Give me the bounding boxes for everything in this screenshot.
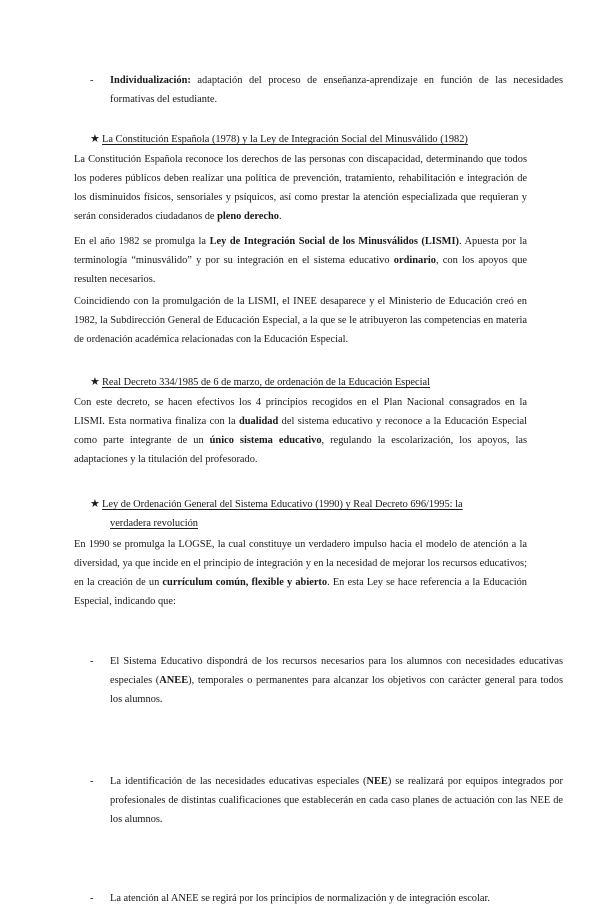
list-dash: - bbox=[90, 776, 94, 787]
list-dash: - bbox=[90, 893, 94, 904]
list-item-text: La atención al ANEE se regirá por los principios de normalización y de integración escolar. bbox=[110, 893, 490, 904]
section2-paragraph bbox=[74, 393, 527, 469]
section1-paragraph-1 bbox=[74, 150, 527, 226]
section3-text: En 1990 se promulga la LOGSE, la cual constituye un verdadero impulso hacia el modelo de atención a la diversidad, ya que incide en el principio de integración y en la necesidad de mejorar los recursos educativos; en la creación de un bbox=[74, 539, 527, 588]
list-item-text: La identificación de las necesidades educativas especiales ( bbox=[110, 776, 367, 787]
list-item-text: El Sistema Educativo dispondrá de los recursos necesarios para los alumnos con necesidades educativas especiales ( bbox=[110, 656, 563, 686]
section1-paragraph-3 bbox=[74, 292, 527, 349]
section1-paragraph-2 bbox=[74, 232, 527, 289]
intro-list-item bbox=[74, 71, 563, 109]
pleno-derecho-bold: pleno derecho bbox=[217, 211, 279, 222]
intro-term: Individualización: bbox=[110, 75, 191, 86]
section3-heading-line1: Ley de Ordenación General del Sistema Educativo (1990) y Real Decreto 696/1995: la bbox=[102, 499, 463, 510]
unico-sistema-bold: único sistema educativo bbox=[209, 435, 322, 446]
section3-heading bbox=[74, 495, 527, 533]
section1-heading bbox=[74, 130, 527, 149]
section1-p3-text: Coincidiendo con la promulgación de la LISMI, el INEE desaparece y el Ministerio de Educación creó en 1982, la Subdirección General de Educación Especial, a la que se le atribuyeron las competencias en materia de ordenación académica relacionadas con la Educación Especial. bbox=[74, 296, 527, 345]
section1-heading-text: La Constitución Española (1978) y la Ley de Integración Social del Minusválido (1982) bbox=[102, 134, 468, 145]
section1-p2-text: En el año 1982 se promulga la bbox=[74, 236, 210, 247]
star-icon: ★ bbox=[90, 376, 100, 388]
section2-text: Con este decreto, se hacen efectivos los 4 principios recogidos en el Plan Nacional consagrados en la LISMI. Esta normativa finaliza con la bbox=[74, 397, 527, 427]
list-item bbox=[74, 889, 563, 908]
list-dash: - bbox=[90, 75, 94, 86]
star-icon: ★ bbox=[90, 498, 100, 510]
section3-heading-line2: verdadera revolución bbox=[110, 518, 198, 529]
section2-end: , regulando la escolarización, los apoyos, las adaptaciones y la titulación del profesorado. bbox=[74, 435, 527, 465]
star-icon: ★ bbox=[90, 133, 100, 145]
list-item-text-end: ), temporales o permanentes para alcanzar los objetivos con carácter general para todos los alumnos. bbox=[110, 675, 563, 705]
section1-p2-text-2: . Apuesta por la terminología “minusválido” y por su integración en el sistema educativo bbox=[74, 236, 527, 266]
nee-bold: NEE bbox=[366, 776, 388, 787]
list-item bbox=[74, 772, 563, 829]
section2-text-2: del sistema educativo y reconoce a la Educación Especial como parte integrante de un bbox=[74, 416, 527, 446]
list-dash: - bbox=[90, 656, 94, 667]
section1-p2-end: , con los apoyos que resulten necesarios. bbox=[74, 255, 528, 285]
dualidad-bold: dualidad bbox=[238, 416, 279, 427]
section1-p1-end: . bbox=[279, 211, 282, 222]
section3-paragraph bbox=[74, 535, 527, 611]
section2-heading-text: Real Decreto 334/1985 de 6 de marzo, de ordenación de la Educación Especial bbox=[102, 377, 431, 388]
lismi-bold: Ley de Integración Social de los Minusválidos (LISMI) bbox=[209, 236, 459, 247]
section3-text-2: . En esta Ley se hace referencia a la Educación Especial, indicando que: bbox=[74, 577, 528, 607]
list-item bbox=[74, 652, 563, 709]
section2-heading bbox=[74, 373, 527, 392]
ordinario-bold: ordinario bbox=[393, 255, 436, 266]
section1-p1-text: La Constitución Española reconoce los derechos de las personas con discapacidad, determinando que todos los poderes públicos deben realizar una política de prevención, tratamiento, rehabilitación e integración de los disminuidos físicos, sensoriales y psíquicos, así como prestar la atención especializada que requieran y serán considerados ciudadanos de bbox=[74, 154, 527, 222]
curriculum-bold: currículum común, flexible y abierto bbox=[162, 577, 328, 588]
anee-bold: ANEE bbox=[159, 675, 189, 686]
list-item-text-end: ) se realizará por equipos integrados por profesionales de distintas cualificaciones que establecerán en cada caso planes de actuación con las NEE de los alumnos. bbox=[110, 776, 564, 825]
intro-text: adaptación del proceso de enseñanza-aprendizaje en función de las necesidades formativas del estudiante. bbox=[110, 75, 563, 105]
